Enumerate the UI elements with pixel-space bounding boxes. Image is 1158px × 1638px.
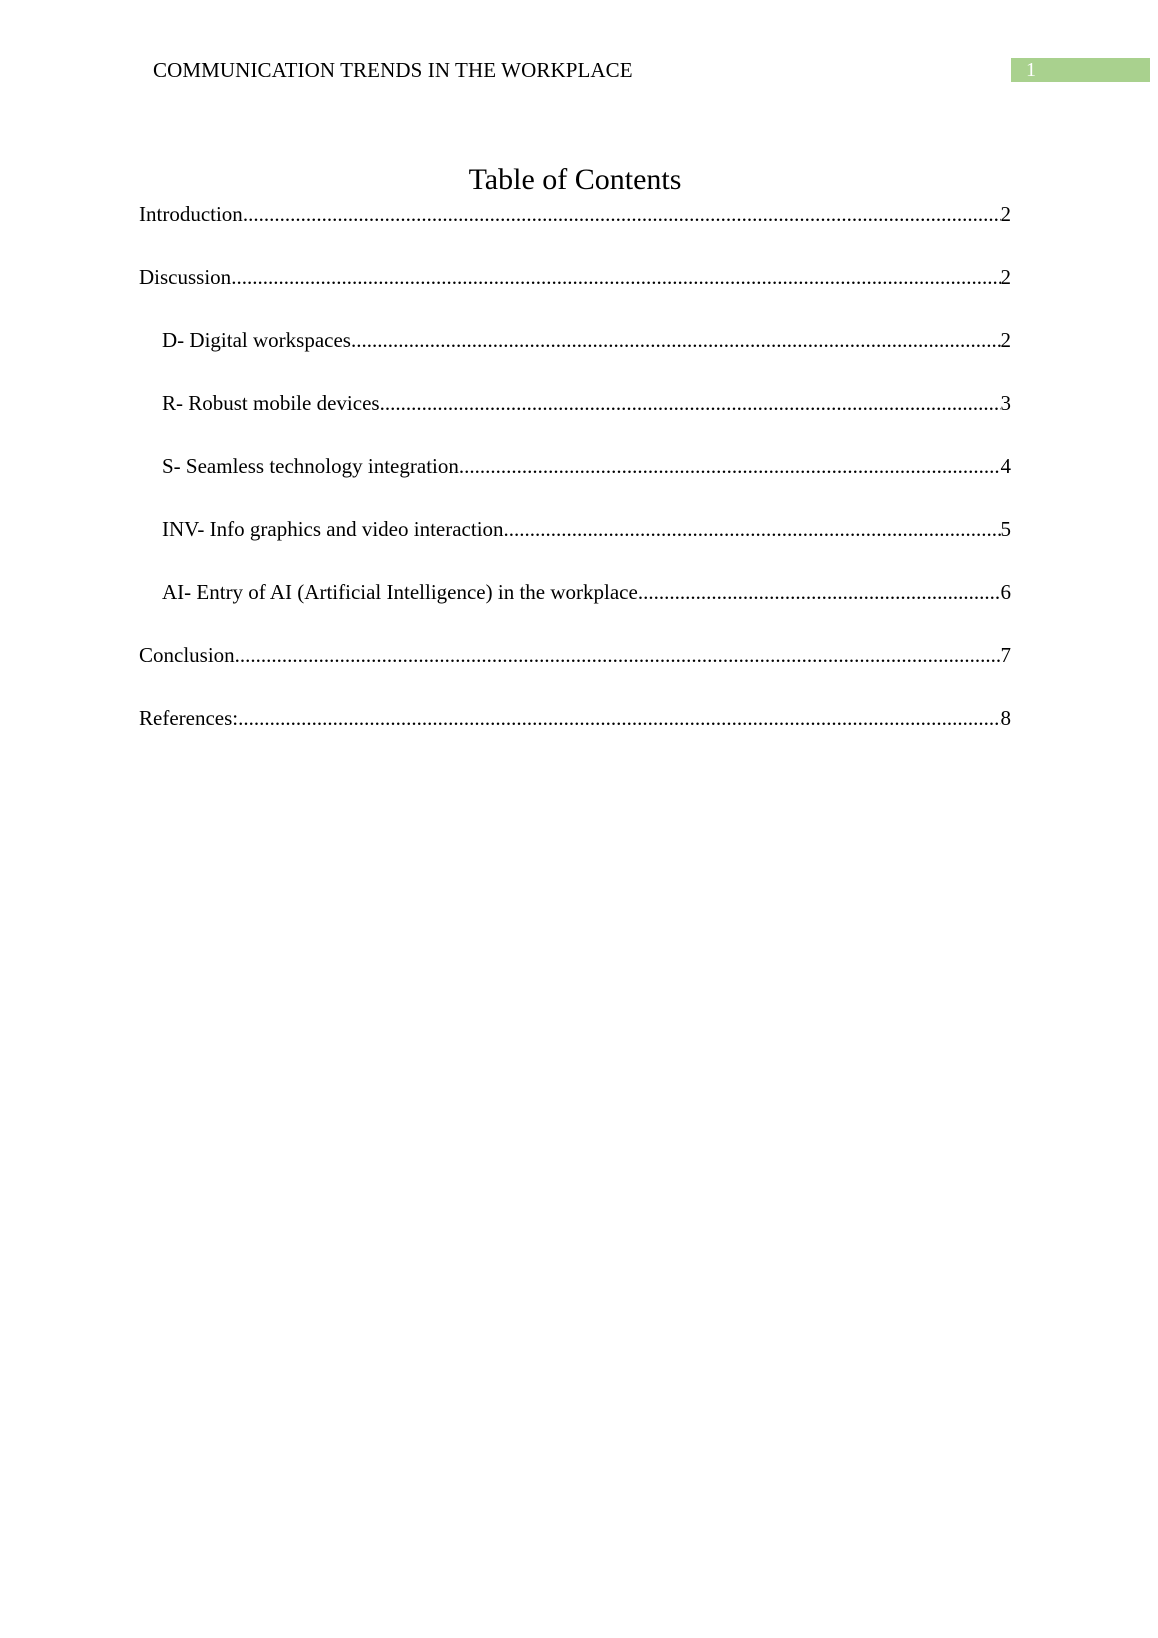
toc-dot-leader (504, 513, 1001, 545)
toc-dot-leader (235, 639, 1001, 671)
toc-entry-label: AI- Entry of AI (Artificial Intelligence) in the workplace (162, 580, 638, 604)
toc-list (139, 198, 1011, 765)
toc-entry-page: 2 (1000, 328, 1011, 352)
toc-entry-label: References: (139, 706, 239, 730)
page-number-badge (1011, 58, 1150, 82)
toc-entry-references[interactable] (139, 702, 1011, 765)
toc-entry-label: Introduction (139, 202, 243, 226)
toc-dot-leader (459, 450, 1001, 482)
toc-entry-page: 5 (1000, 517, 1011, 541)
toc-entry-label: D- Digital workspaces (162, 328, 351, 352)
toc-entry-label: Discussion (139, 265, 232, 289)
toc-entry-page: 6 (1000, 580, 1011, 604)
toc-entry-entry-of-ai[interactable] (139, 576, 1011, 639)
toc-entry-label: S- Seamless technology integration (162, 454, 459, 478)
toc-entry-page: 2 (1000, 265, 1011, 289)
toc-dot-leader (351, 324, 1001, 356)
toc-entry-page: 7 (1000, 643, 1011, 667)
toc-entry-page: 2 (1000, 202, 1011, 226)
toc-entry-introduction[interactable] (139, 198, 1011, 261)
toc-entry-label: INV- Info graphics and video interaction (162, 517, 504, 541)
running-header-title: COMMUNICATION TRENDS IN THE WORKPLACE (153, 58, 633, 82)
toc-entry-page: 8 (1000, 706, 1011, 730)
page-number: 1 (1026, 59, 1036, 81)
toc-dot-leader (243, 198, 1001, 230)
toc-entry-label: Conclusion (139, 643, 235, 667)
toc-entry-page: 4 (1000, 454, 1011, 478)
toc-entry-page: 3 (1000, 391, 1011, 415)
toc-dot-leader (238, 702, 1000, 734)
toc-entry-discussion[interactable] (139, 261, 1011, 324)
toc-entry-digital-workspaces[interactable] (139, 324, 1011, 387)
toc-dot-leader (380, 387, 1001, 419)
toc-entry-seamless-technology-integration[interactable] (139, 450, 1011, 513)
toc-dot-leader (231, 261, 1000, 293)
toc-dot-leader (638, 576, 1001, 608)
toc-entry-label: R- Robust mobile devices (162, 391, 380, 415)
toc-entry-robust-mobile-devices[interactable] (139, 387, 1011, 450)
toc-entry-info-graphics-video[interactable] (139, 513, 1011, 576)
toc-entry-conclusion[interactable] (139, 639, 1011, 702)
toc-heading: Table of Contents (468, 163, 682, 196)
